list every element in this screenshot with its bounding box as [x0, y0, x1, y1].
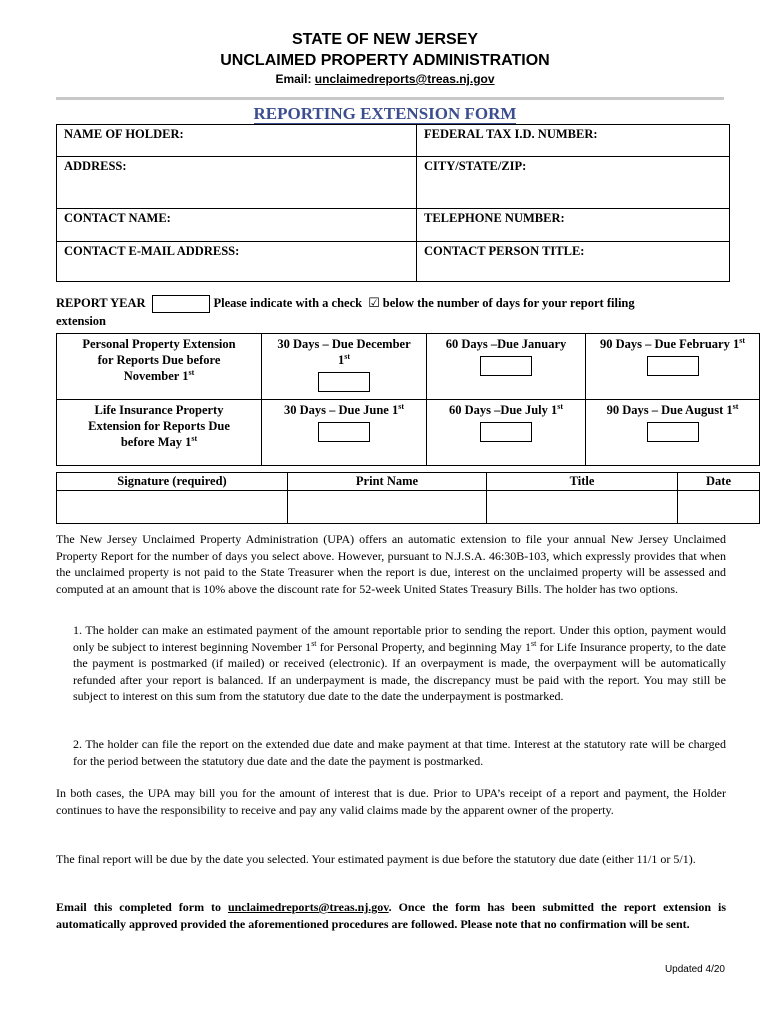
personal-60-days-checkbox[interactable] — [480, 356, 532, 376]
print-name-field[interactable] — [288, 491, 487, 524]
life-insurance-label: Life Insurance Property Extension for Reports Due before May 1st — [57, 400, 262, 466]
personal-30-days: 30 Days – Due December 1st — [262, 334, 427, 400]
holder-info-table — [56, 124, 730, 282]
signature-field[interactable] — [57, 491, 288, 524]
header-email-link[interactable]: unclaimedreports@treas.nj.gov — [314, 72, 495, 86]
signature-header: Signature (required) — [57, 473, 288, 491]
date-header: Date — [678, 473, 760, 491]
check-instruction-end: extension — [56, 314, 106, 329]
header-state: STATE OF NEW JERSEY — [291, 31, 479, 48]
billing-paragraph: In both cases, the UPA may bill you for the amount of interest that is due. Prior to UPA’s receipt of a report and payment, the Holder continues to have the responsibility to receive and pay any valid claims made by the apparent owner of the property. — [56, 786, 726, 817]
extension-table — [56, 333, 760, 466]
personal-property-label: Personal Property Extension for Reports Due before November 1st — [57, 334, 262, 400]
signature-table — [56, 472, 760, 524]
life-60-days-checkbox[interactable] — [480, 422, 532, 442]
form-title: REPORTING EXTENSION FORM — [253, 104, 517, 123]
print-name-header: Print Name — [288, 473, 487, 491]
life-30-days: 30 Days – Due June 1st — [262, 400, 427, 466]
contact-title-field[interactable]: CONTACT PERSON TITLE: — [417, 242, 730, 282]
federal-tax-id-field[interactable]: FEDERAL TAX I.D. NUMBER: — [417, 125, 730, 157]
report-year-input[interactable] — [152, 295, 210, 313]
telephone-field[interactable]: TELEPHONE NUMBER: — [417, 209, 730, 242]
date-field[interactable] — [678, 491, 760, 524]
header-agency: UNCLAIMED PROPERTY ADMINISTRATION — [220, 52, 550, 69]
option-one-paragraph: 1. The holder can make an estimated payment of the amount reportable prior to sending the report. Under this option, payment would only be subject to interest beginning November 1st for Personal Property, and beginning May 1st for Life Insurance property, to the date the payment is postmarked (if mailed) or received (electronic). If an overpayment is made, the overpayment will be automatically refunded after your report is balanced. If an underpayment is made, the discrepancy must be paid with the report. You may still be subject to interest on this sum from the statutory due date to the date the underpayment is postmarked. — [73, 623, 726, 703]
option-two-paragraph: 2. The holder can file the report on the extended due date and make payment at that time. Interest at the statutory rate will be charged for the period between the statutory due date and the date the payment is postmarked. — [73, 737, 726, 768]
header-divider — [56, 97, 724, 100]
title-header: Title — [487, 473, 678, 491]
check-instruction: Please indicate with a check — [213, 296, 363, 310]
personal-90-days-checkbox[interactable] — [647, 356, 699, 376]
submission-email-link[interactable]: unclaimedreports@treas.nj.gov — [227, 900, 389, 914]
name-of-holder-field[interactable]: NAME OF HOLDER: — [57, 125, 417, 157]
personal-90-days: 90 Days – Due February 1st — [586, 334, 760, 400]
final-report-paragraph: The final report will be due by the date you selected. Your estimated payment is due before the statutory due date (either 11/1 or 5/1). — [56, 852, 696, 866]
check-instruction-tail: below the number of days for your report filing — [382, 296, 635, 310]
contact-email-field[interactable]: CONTACT E-MAIL ADDRESS: — [57, 242, 417, 282]
city-state-zip-field[interactable]: CITY/STATE/ZIP: — [417, 157, 730, 209]
personal-60-days: 60 Days –Due January — [427, 334, 586, 400]
checkbox-icon: ☑ — [368, 296, 380, 311]
life-60-days: 60 Days –Due July 1st — [427, 400, 586, 466]
life-30-days-checkbox[interactable] — [318, 422, 370, 442]
email-label: Email: — [275, 72, 315, 86]
life-90-days: 90 Days – Due August 1st — [586, 400, 760, 466]
submission-paragraph: Email this completed form to unclaimedreports@treas.nj.gov. Once the form has been submitted the report extension is automatically approved provided the aforementioned procedures are followed. Please note that no confirmation will be sent. — [56, 900, 726, 931]
report-year-row — [56, 295, 736, 330]
title-field[interactable] — [487, 491, 678, 524]
personal-30-days-checkbox[interactable] — [318, 372, 370, 392]
header-email-line — [0, 71, 770, 87]
intro-paragraph: The New Jersey Unclaimed Property Administration (UPA) offers an automatic extension to file your annual New Jersey Unclaimed Property Report for the number of days you select above. However, pursuant to N.J.S.A. 46:30B-103, which expressly provides that when the unclaimed property is not paid to the State Treasurer when the report is due, interest on the unclaimed property will be assessed and computed at an amount that is 10% above the discount rate for 52-week United States Treasury Bills. The holder has two options. — [56, 532, 726, 596]
contact-name-field[interactable]: CONTACT NAME: — [57, 209, 417, 242]
life-90-days-checkbox[interactable] — [647, 422, 699, 442]
updated-date: Updated 4/20 — [664, 964, 725, 975]
report-year-label: REPORT YEAR — [56, 296, 146, 310]
address-field[interactable]: ADDRESS: — [57, 157, 417, 209]
